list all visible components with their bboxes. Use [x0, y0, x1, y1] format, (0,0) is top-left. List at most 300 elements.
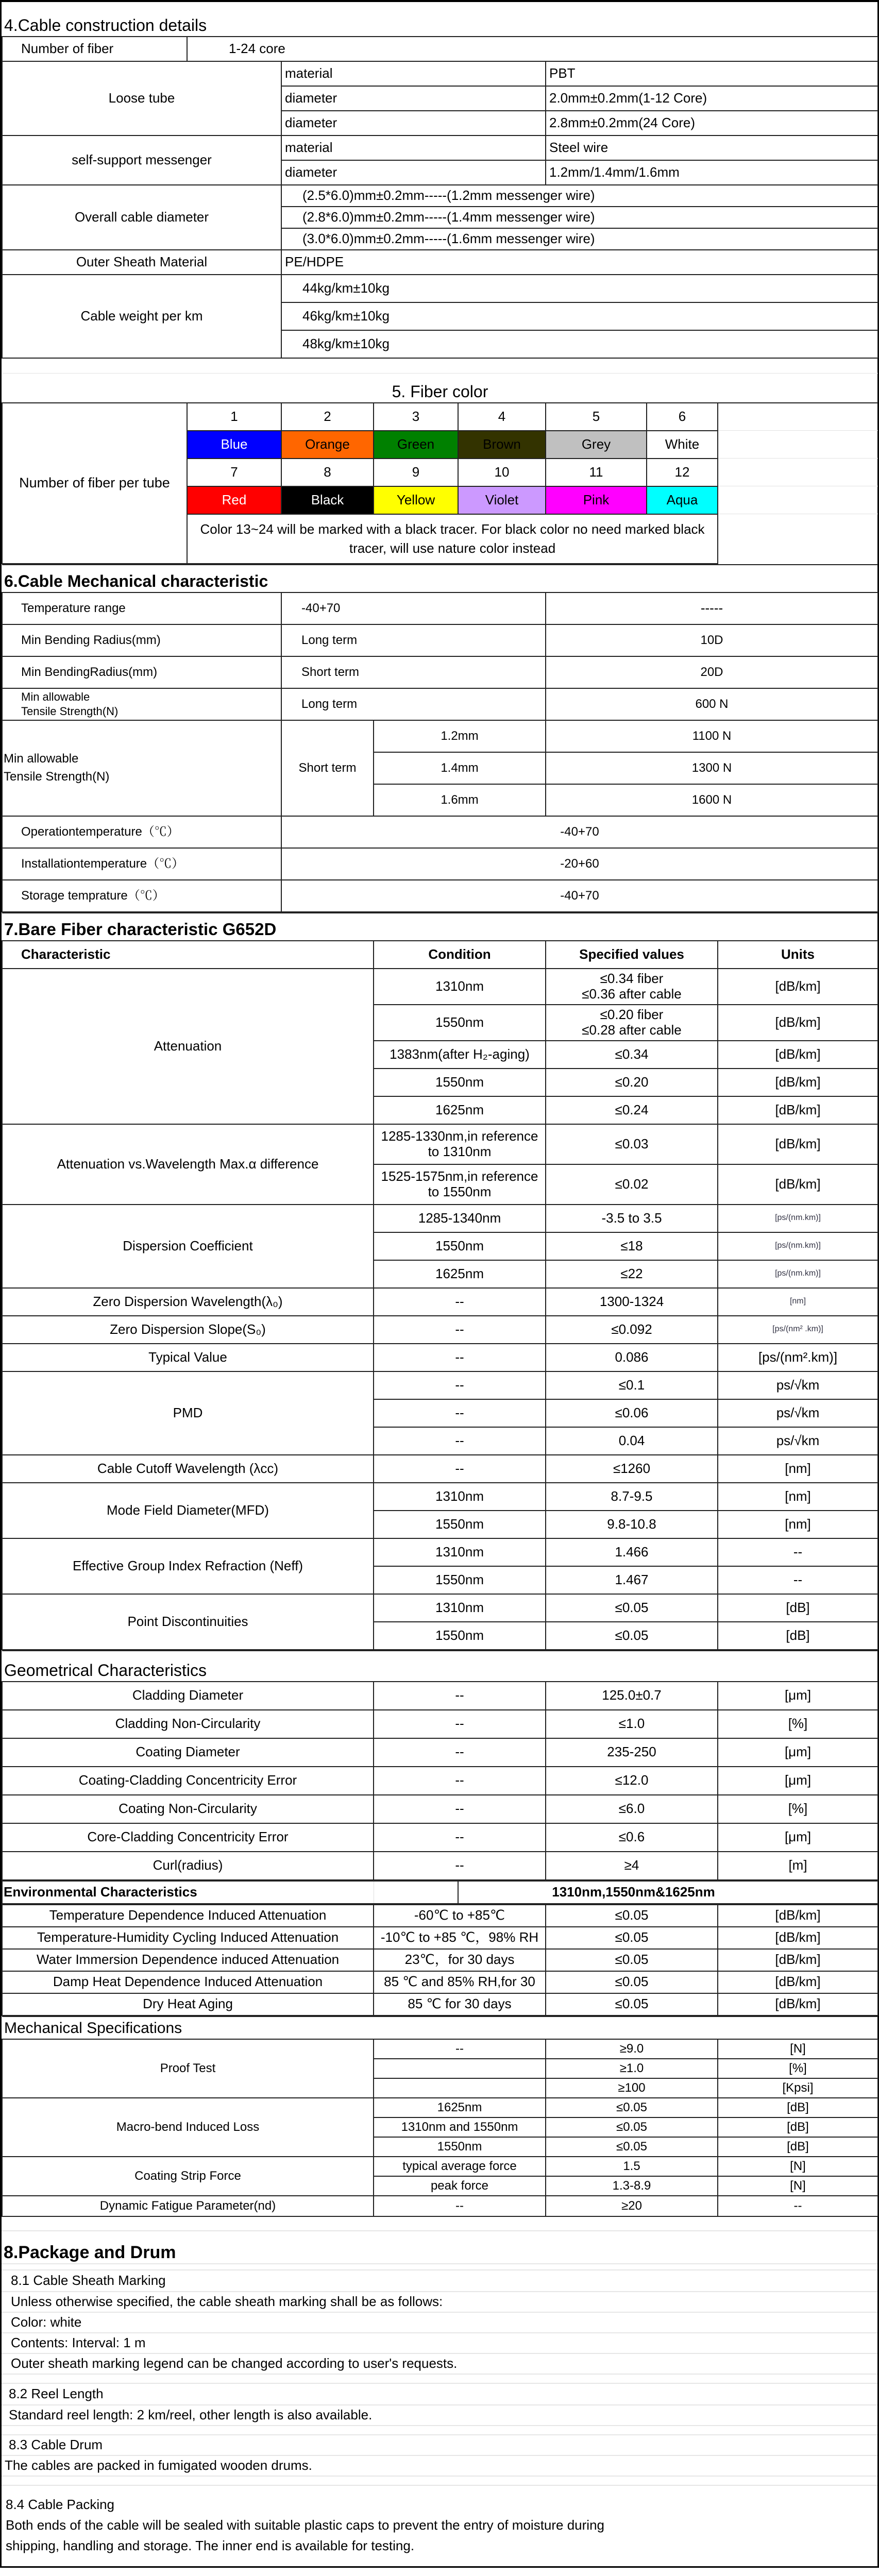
specified-value [546, 1041, 718, 1069]
env-label: Temperature Dependence Induced Attenuation [2, 1905, 374, 1927]
fiber-number: 8 [281, 459, 374, 486]
condition: -60℃ to +85℃ [374, 1905, 546, 1927]
unit: [%] [718, 2059, 878, 2078]
env-label: Temperature-Humidity Cycling Induced Attenuation [2, 1927, 374, 1949]
condition: 1285-1330nm,in reference to 1310nm [374, 1124, 546, 1164]
condition: 85 ℃ for 30 days [374, 1993, 546, 2015]
condition: -- [374, 1682, 546, 1710]
condition: -- [374, 1427, 546, 1455]
unit: [dB/km] [718, 1124, 878, 1164]
fiber-color-swatch: Aqua [647, 486, 718, 514]
condition: -- [374, 2196, 546, 2216]
condition: 85 ℃ and 85% RH,for 30 [374, 1971, 546, 1993]
unit: [%] [718, 1795, 878, 1823]
table-row [2, 1483, 878, 1511]
unit: [μm] [718, 1823, 878, 1852]
weight-value: 46kg/km±10kg [281, 302, 878, 330]
unit: [μm] [718, 1738, 878, 1767]
specified-value: ≤0.05 [546, 2117, 718, 2137]
unit: [nm] [718, 1483, 878, 1511]
value-line: ≤0.28 after cable [582, 1022, 682, 1038]
cable-packing-line: shipping, handling and storage. The inner end is available for testing. [6, 2538, 415, 2554]
specified-value: ≤0.6 [546, 1823, 718, 1852]
specified-value: ≤0.05 [546, 1905, 718, 1927]
tensile-size: 1.2mm [374, 720, 546, 752]
fiber-number: 9 [374, 459, 458, 486]
condition: -- [374, 1399, 546, 1427]
unit: [dB/km] [718, 969, 878, 1005]
condition: -- [374, 1316, 546, 1344]
bend-short-cond: Short term [281, 656, 546, 688]
characteristic-label: Coating-Cladding Concentricity Error [2, 1767, 374, 1795]
mechanical-rows [2, 2039, 878, 2216]
unit: [dB/km] [718, 1971, 878, 1993]
table-row [2, 1371, 878, 1399]
condition: 1310nm and 1550nm [374, 2117, 546, 2137]
overall-diameter-value: (3.0*6.0)mm±0.2mm-----(1.6mm messenger wire) [281, 228, 878, 250]
table-row [2, 1288, 878, 1316]
condition: peak force [374, 2176, 546, 2196]
color-tracer-note: Color 13~24 will be marked with a black tracer. For black color no need marked black tracer, will use nature color instead [187, 514, 718, 564]
header-values: Specified values [546, 941, 718, 969]
table-row [2, 2098, 878, 2117]
tensile-short-cond: Short term [281, 720, 374, 816]
value-line: ≤0.20 fiber [600, 1006, 664, 1022]
messenger-prop: material [281, 135, 546, 160]
op-temp-value: -40+70 [281, 816, 878, 848]
unit: [m] [718, 1852, 878, 1880]
value-line: ≤0.20 [615, 1074, 649, 1090]
fiber-color-swatch: White [647, 431, 718, 459]
tensile-size: 1.6mm [374, 784, 546, 816]
characteristic-label: Core-Cladding Concentricity Error [2, 1823, 374, 1852]
tensile-size: 1.4mm [374, 752, 546, 784]
condition [374, 2059, 546, 2078]
storage-temp-label: Storage temprature（℃） [2, 880, 281, 912]
table-row [2, 1823, 878, 1852]
specified-value [546, 1096, 718, 1124]
condition: -- [374, 1371, 546, 1399]
specified-value: ≥20 [546, 2196, 718, 2216]
specified-value: ≤0.05 [546, 1594, 718, 1622]
fiber-color-swatch: Blue [187, 431, 281, 459]
unit: [ps/(nm.km)] [718, 1232, 878, 1260]
characteristic-label: Curl(radius) [2, 1852, 374, 1880]
unit: [dB/km] [718, 1041, 878, 1069]
cable-construction-table [2, 2, 878, 359]
fiber-color-swatch: Green [374, 431, 458, 459]
unit: -- [718, 1538, 878, 1566]
header-condition: Condition [374, 941, 546, 969]
condition: 1550nm [374, 1232, 546, 1260]
specified-value: 1.3-8.9 [546, 2176, 718, 2196]
section-title: 4.Cable construction details [2, 2, 878, 37]
value-line: ≤0.36 after cable [582, 986, 682, 1002]
table-row [2, 1710, 878, 1738]
table-row [2, 1795, 878, 1823]
sheath-marking-line: Contents: Interval: 1 m [2, 2333, 877, 2353]
condition: 1550nm [374, 2137, 546, 2157]
specified-value: ≤1260 [546, 1455, 718, 1483]
messenger-value: 1.2mm/1.4mm/1.6mm [546, 160, 878, 185]
unit: [nm] [718, 1455, 878, 1483]
characteristic-label: Cladding Non-Circularity [2, 1710, 374, 1738]
unit: -- [718, 1566, 878, 1594]
specified-value: ≤0.05 [546, 1971, 718, 1993]
tensile-value: 1300 N [546, 752, 878, 784]
condition: -- [374, 1710, 546, 1738]
sheath-marking-line: Outer sheath marking legend can be changed according to user's requests. [2, 2353, 877, 2374]
condition: 1550nm [374, 1511, 546, 1538]
specified-value: ≤12.0 [546, 1767, 718, 1795]
table-row [2, 1538, 878, 1566]
unit: [nm] [718, 1288, 878, 1316]
zero-dispersion-wavelength-label: Zero Dispersion Wavelength(λ₀) [2, 1288, 374, 1316]
specified-value: 0.04 [546, 1427, 718, 1455]
specified-value: ≤0.03 [546, 1124, 718, 1164]
env-label: Dry Heat Aging [2, 1993, 374, 2015]
specified-value: ≥9.0 [546, 2039, 718, 2059]
weight-label: Cable weight per km [2, 275, 281, 358]
env-label: Water Immersion Dependence induced Attenuation [2, 1949, 374, 1971]
messenger-prop: diameter [281, 160, 546, 185]
overall-diameter-value: (2.8*6.0)mm±0.2mm-----(1.4mm messenger wire) [281, 207, 878, 228]
geometrical-rows [2, 1682, 878, 1880]
condition: -- [374, 1738, 546, 1767]
cable-packing-title: 8.4 Cable Packing [6, 2496, 115, 2512]
fiber-color-swatch: Pink [546, 486, 647, 514]
section-title: 5. Fiber color [2, 373, 878, 403]
value-line: ≤0.34 fiber [600, 970, 664, 986]
fiber-number: 11 [546, 459, 647, 486]
proof-test-label: Proof Test [2, 2039, 374, 2098]
condition: 1550nm [374, 1566, 546, 1594]
unit: [ps/(nm.km)] [718, 1205, 878, 1232]
condition: typical average force [374, 2157, 546, 2176]
loose-tube-value: 2.8mm±0.2mm(24 Core) [546, 111, 878, 135]
fibers-per-tube-label: Number of fiber per tube [2, 403, 187, 564]
condition: 1310nm [374, 1538, 546, 1566]
unit: [dB/km] [718, 1096, 878, 1124]
fiber-number: 3 [374, 403, 458, 431]
table-row [2, 1682, 878, 1710]
fiber-color-swatch: Brown [458, 431, 546, 459]
unit: [dB/km] [718, 1927, 878, 1949]
unit: [N] [718, 2157, 878, 2176]
table-row [2, 1971, 878, 1993]
cable-packing-line: Both ends of the cable will be sealed with suitable plastic caps to prevent the entry of moisture during [6, 2517, 604, 2533]
unit: ps/√km [718, 1371, 878, 1399]
environmental-rows-table [2, 1904, 878, 2016]
unit: [dB/km] [718, 1164, 878, 1205]
bend-long-label: Min Bending Radius(mm) [2, 624, 281, 656]
tensile-value: 1100 N [546, 720, 878, 752]
sheath-marking-line: Color: white [2, 2312, 877, 2333]
value-line: ≤0.34 [615, 1046, 649, 1062]
condition: 1625nm [374, 1260, 546, 1288]
env-wavelengths: 1310nm,1550nm&1625nm [458, 1881, 878, 1904]
specified-value: 1.467 [546, 1566, 718, 1594]
package-drum-section [2, 2217, 877, 2567]
specified-value: ≤0.05 [546, 1927, 718, 1949]
specified-value: ≥1.0 [546, 2059, 718, 2078]
specified-value: ≤18 [546, 1232, 718, 1260]
bare-fiber-table [2, 912, 878, 1650]
condition: 1525-1575nm,in reference to 1550nm [374, 1164, 546, 1205]
condition: -- [374, 1344, 546, 1371]
bend-long-cond: Long term [281, 624, 546, 656]
tensile-short-label [2, 720, 281, 816]
unit: [N] [718, 2039, 878, 2059]
fiber-number: 6 [647, 403, 718, 431]
section-title: 7.Bare Fiber characteristic G652D [2, 913, 878, 941]
cutoff-wavelength-label: Cable Cutoff Wavelength (λcc) [2, 1455, 374, 1483]
unit: [dB] [718, 1594, 878, 1622]
coating-strip-force-label: Coating Strip Force [2, 2157, 374, 2196]
section-title: 6.Cable Mechanical characteristic [2, 565, 878, 592]
zero-dispersion-slope-label: Zero Dispersion Slope(S₀) [2, 1316, 374, 1344]
table-row [2, 1205, 878, 1232]
storage-temp-value: -40+70 [281, 880, 878, 912]
condition: 1310nm [374, 1483, 546, 1511]
tensile-long-value: 600 N [546, 688, 878, 720]
condition: 1550nm [374, 1069, 546, 1096]
table-row [2, 969, 878, 1005]
fiber-number: 5 [546, 403, 647, 431]
table-row [2, 1852, 878, 1880]
fiber-color-swatch: Black [281, 486, 374, 514]
pmd-label: PMD [2, 1371, 374, 1455]
unit: [nm] [718, 1511, 878, 1538]
specified-value: 9.8-10.8 [546, 1511, 718, 1538]
typical-value-label: Typical Value [2, 1344, 374, 1371]
table-row [2, 2039, 878, 2059]
condition: 1625nm [374, 1096, 546, 1124]
loose-tube-prop: material [281, 61, 546, 86]
fiber-color-swatch: Orange [281, 431, 374, 459]
loose-tube-label: Loose tube [2, 61, 281, 135]
section-title: 8.Package and Drum [2, 2231, 877, 2264]
unit: ps/√km [718, 1399, 878, 1427]
condition: -- [374, 1288, 546, 1316]
reel-length-title: 8.2 Reel Length [2, 2383, 877, 2405]
environmental-table [2, 1880, 878, 1904]
fiber-color-swatch: Yellow [374, 486, 458, 514]
table-row [2, 1594, 878, 1622]
condition: -10℃ to +85 ℃，98% RH [374, 1927, 546, 1949]
fiber-number: 10 [458, 459, 546, 486]
section-title: Mechanical Specifications [2, 2016, 878, 2039]
temp-range-label: Temperature range [2, 592, 281, 624]
attenuation-label: Attenuation [2, 969, 374, 1124]
header-characteristic: Characteristic [2, 941, 374, 969]
unit: [Kpsi] [718, 2078, 878, 2098]
table-row [2, 1993, 878, 2015]
specified-value: ≤0.06 [546, 1399, 718, 1427]
tensile-long-cond: Long term [281, 688, 546, 720]
specified-value: ≤1.0 [546, 1710, 718, 1738]
mechanical-spec-table [2, 2016, 878, 2217]
unit: ps/√km [718, 1427, 878, 1455]
table-row [2, 1316, 878, 1344]
unit: [dB/km] [718, 1005, 878, 1041]
unit: [dB/km] [718, 1905, 878, 1927]
outer-sheath-value: PE/HDPE [281, 250, 878, 275]
fiber-number: 4 [458, 403, 546, 431]
temp-range-value: ----- [546, 592, 878, 624]
specified-value: ≤6.0 [546, 1795, 718, 1823]
specified-value: ≤0.092 [546, 1316, 718, 1344]
loose-tube-prop: diameter [281, 111, 546, 135]
unit: [dB/km] [718, 1949, 878, 1971]
condition: -- [374, 1823, 546, 1852]
specified-value: ≤0.05 [546, 1622, 718, 1650]
mode-field-diameter-label: Mode Field Diameter(MFD) [2, 1483, 374, 1538]
loose-tube-prop: diameter [281, 86, 546, 111]
condition: -- [374, 1767, 546, 1795]
sheath-marking-line: Unless otherwise specified, the cable sheath marking shall be as follows: [2, 2292, 877, 2312]
fiber-color-swatch: Red [187, 486, 281, 514]
unit: [ps/(nm.km)] [718, 1260, 878, 1288]
specified-value: ≤0.1 [546, 1371, 718, 1399]
macro-bend-loss-label: Macro-bend Induced Loss [2, 2098, 374, 2157]
tensile-value: 1600 N [546, 784, 878, 816]
fiber-number: 2 [281, 403, 374, 431]
unit: [ps/(nm² .km)] [718, 1316, 878, 1344]
specified-value: ≥100 [546, 2078, 718, 2098]
messenger-label: self-support messenger [2, 135, 281, 185]
specified-value: 235-250 [546, 1738, 718, 1767]
specified-value: ≤0.05 [546, 2098, 718, 2117]
specified-value: ≤0.05 [546, 1993, 718, 2015]
fiber-number: 1 [187, 403, 281, 431]
section-title: Environmental Characteristics [2, 1881, 374, 1904]
specified-value: 1.466 [546, 1538, 718, 1566]
unit: [%] [718, 1710, 878, 1738]
loose-tube-value: 2.0mm±0.2mm(1-12 Core) [546, 86, 878, 111]
table-row [2, 1455, 878, 1483]
environmental-rows [2, 1905, 878, 2015]
op-temp-label: Operationtemperature（℃） [2, 816, 281, 848]
unit: [dB] [718, 2117, 878, 2137]
specified-value: ≤22 [546, 1260, 718, 1288]
label-line: Tensile Strength(N) [4, 769, 110, 784]
specified-value: ≤0.05 [546, 2137, 718, 2157]
bare-fiber-rows [2, 969, 878, 1650]
fiber-color-swatch: Grey [546, 431, 647, 459]
cable-packing-block [2, 2485, 877, 2567]
unit: [ps/(nm².km)] [718, 1344, 878, 1371]
fiber-number: 7 [187, 459, 281, 486]
number-of-fiber-value: 1-24 core [187, 37, 878, 61]
cable-drum-title: 8.3 Cable Drum [2, 2435, 877, 2455]
table-row [2, 1905, 878, 1927]
number-of-fiber-label: Number of fiber [2, 37, 187, 61]
bend-short-value: 20D [546, 656, 878, 688]
condition: -- [374, 2039, 546, 2059]
dispersion-coefficient-label: Dispersion Coefficient [2, 1205, 374, 1288]
table-row [2, 1344, 878, 1371]
specified-value [546, 1005, 718, 1041]
condition: -- [374, 1455, 546, 1483]
label-line: Tensile Strength(N) [21, 704, 119, 718]
atten-vs-wavelength-label: Attenuation vs.Wavelength Max.α difference [2, 1124, 374, 1205]
group-index-label: Effective Group Index Refraction (Neff) [2, 1538, 374, 1594]
condition: -- [374, 1852, 546, 1880]
tensile-long-label [2, 688, 281, 720]
specified-value: 1300-1324 [546, 1288, 718, 1316]
condition: 23℃，for 30 days [374, 1949, 546, 1971]
label-line: Min allowable [21, 690, 90, 703]
table-row [2, 1124, 878, 1164]
env-label: Damp Heat Dependence Induced Attenuation [2, 1971, 374, 1993]
specified-value [546, 1069, 718, 1096]
table-row [2, 2196, 878, 2216]
characteristic-label: Cladding Diameter [2, 1682, 374, 1710]
specified-value: 0.086 [546, 1344, 718, 1371]
temp-range-cond: -40+70 [281, 592, 546, 624]
unit: [dB/km] [718, 1993, 878, 2015]
unit: [dB] [718, 1622, 878, 1650]
specified-value: ≤0.02 [546, 1164, 718, 1205]
condition: 1550nm [374, 1005, 546, 1041]
condition: -- [374, 1795, 546, 1823]
table-row [2, 1927, 878, 1949]
mechanical-characteristic-table [2, 564, 878, 912]
weight-value: 48kg/km±10kg [281, 330, 878, 358]
specified-value [546, 969, 718, 1005]
dynamic-fatigue-label: Dynamic Fatigue Parameter(nd) [2, 2196, 374, 2216]
weight-value: 44kg/km±10kg [281, 275, 878, 302]
characteristic-label: Coating Non-Circularity [2, 1795, 374, 1823]
unit: [dB/km] [718, 1069, 878, 1096]
table-row [2, 2157, 878, 2176]
point-discontinuities-label: Point Discontinuities [2, 1594, 374, 1650]
table-row [2, 1949, 878, 1971]
condition: 1285-1340nm [374, 1205, 546, 1232]
geometrical-table [2, 1650, 878, 1880]
overall-diameter-label: Overall cable diameter [2, 185, 281, 250]
fiber-number: 12 [647, 459, 718, 486]
table-row [2, 1738, 878, 1767]
outer-sheath-label: Outer Sheath Material [2, 250, 281, 275]
cable-drum-text: The cables are packed in fumigated wooden drums. [2, 2455, 877, 2476]
table-row [2, 1767, 878, 1795]
specified-value: 8.7-9.5 [546, 1483, 718, 1511]
characteristic-label: Coating Diameter [2, 1738, 374, 1767]
bend-short-label: Min BendingRadius(mm) [2, 656, 281, 688]
condition: 1550nm [374, 1622, 546, 1650]
condition: 1310nm [374, 969, 546, 1005]
bend-long-value: 10D [546, 624, 878, 656]
reel-length-text: Standard reel length: 2 km/reel, other length is also available. [2, 2405, 877, 2426]
value-line: ≤0.24 [615, 1101, 649, 1117]
fiber-color-table [2, 359, 878, 564]
specified-value: -3.5 to 3.5 [546, 1205, 718, 1232]
unit: [N] [718, 2176, 878, 2196]
messenger-value: Steel wire [546, 135, 878, 160]
specified-value: 1.5 [546, 2157, 718, 2176]
loose-tube-value: PBT [546, 61, 878, 86]
condition: 1383nm(after H₂-aging) [374, 1041, 546, 1069]
specified-value: 125.0±0.7 [546, 1682, 718, 1710]
specified-value: ≥4 [546, 1852, 718, 1880]
section-title: Geometrical Characteristics [2, 1651, 878, 1682]
fiber-color-swatch: Violet [458, 486, 546, 514]
install-temp-label: Installationtemperature（℃） [2, 848, 281, 880]
header-units: Units [718, 941, 878, 969]
unit: [μm] [718, 1767, 878, 1795]
